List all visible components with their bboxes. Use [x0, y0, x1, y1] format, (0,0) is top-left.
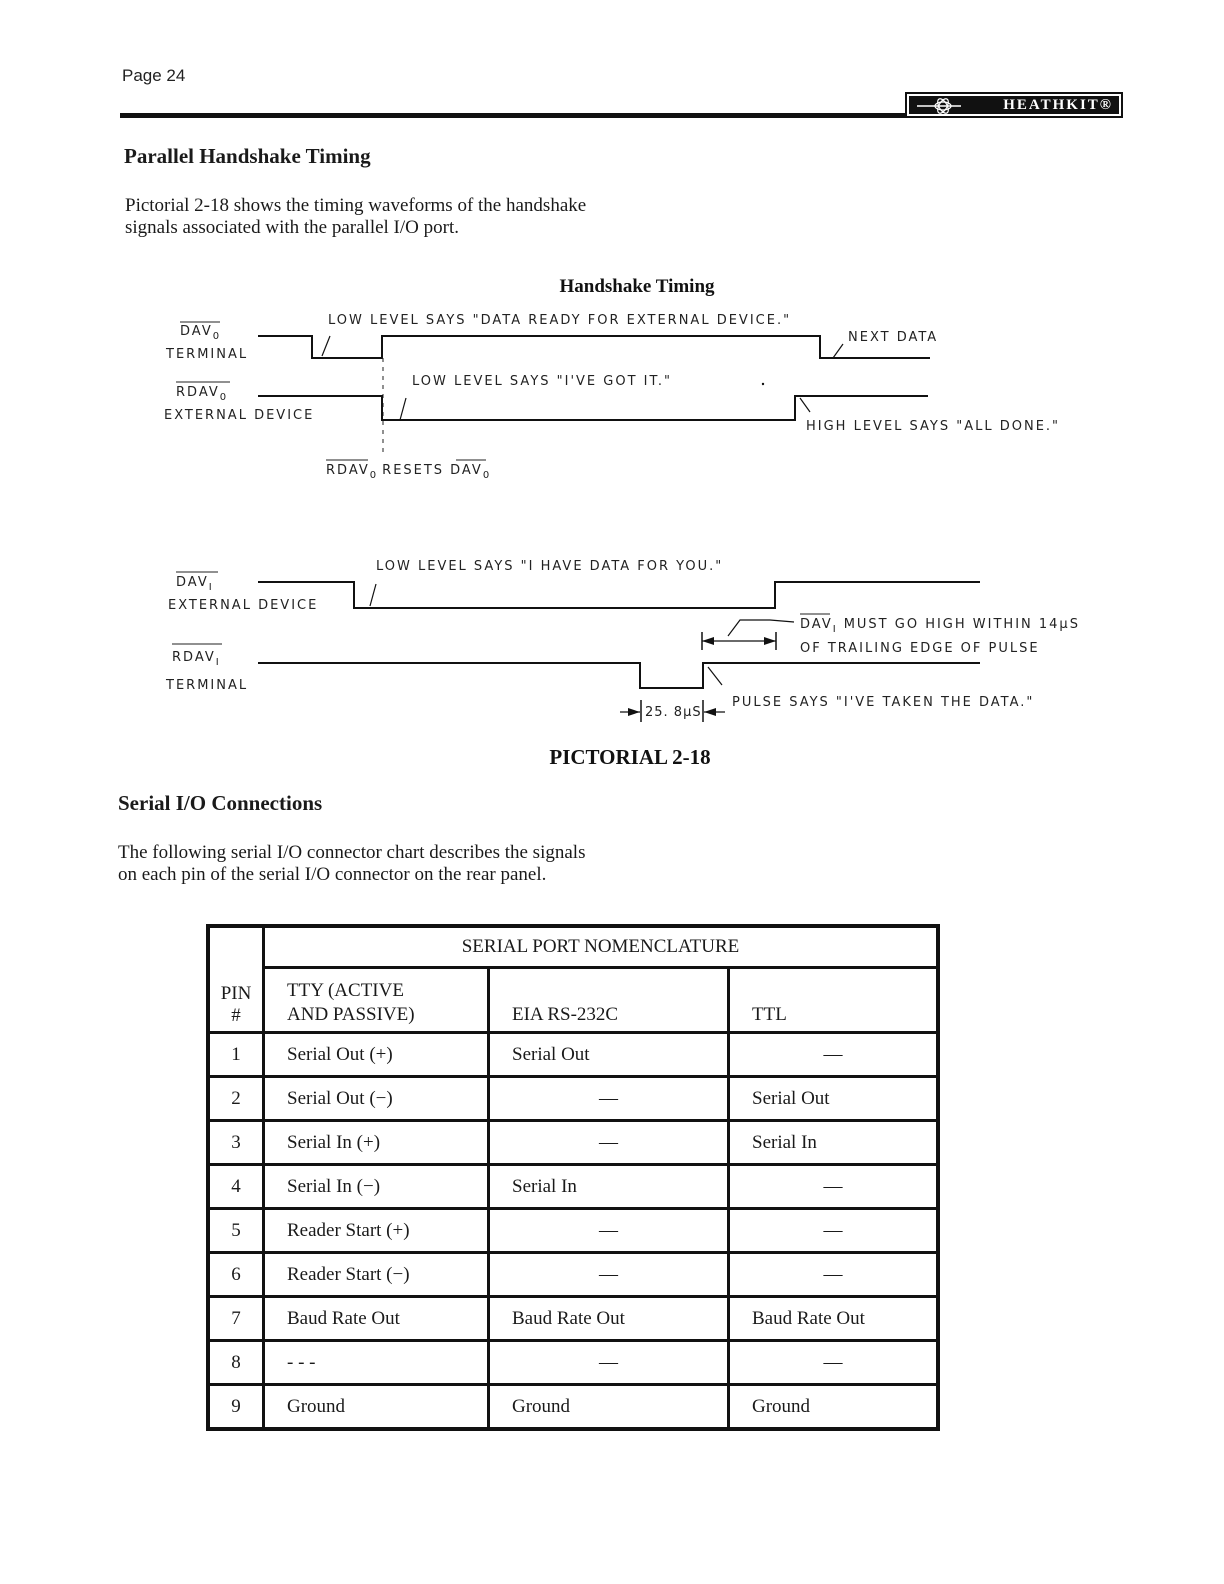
cell-tty: Serial In (−): [264, 1165, 489, 1209]
rdav0-note-arrow: [400, 398, 406, 420]
rdavi-source: TERMINAL: [166, 678, 249, 693]
cell-pin: 7: [208, 1297, 264, 1341]
dav0-source: TERMINAL: [166, 347, 249, 362]
section-body-serial: The following serial I/O connector chart describes the signals on each pin of the serial I/O connector on the rear panel.: [118, 842, 586, 885]
cell-eia: —: [489, 1341, 729, 1385]
cell-eia: —: [489, 1121, 729, 1165]
cell-eia: —: [489, 1077, 729, 1121]
next-data-label: NEXT DATA: [848, 330, 939, 345]
pulse-note-arrow: [708, 667, 722, 685]
table-row: [208, 1165, 938, 1209]
dav0-note-arrow: [322, 336, 330, 356]
cell-ttl: —: [729, 1209, 939, 1253]
dav0-waveform: [258, 336, 930, 358]
pictorial-caption: PICTORIAL 2-18: [549, 745, 711, 769]
cell-tty: Ground: [264, 1385, 489, 1430]
table-row: [208, 1033, 938, 1077]
cell-tty: Serial In (+): [264, 1121, 489, 1165]
rdav0-note: LOW LEVEL SAYS "I'VE GOT IT.": [412, 374, 672, 389]
col-header-pin: PIN #: [208, 926, 264, 1033]
cell-ttl: —: [729, 1165, 939, 1209]
pulse-width-label: 25. 8μS: [645, 705, 702, 720]
next-data-arrow: [833, 344, 843, 358]
window-arrow-left: [702, 637, 714, 645]
table-title: SERIAL PORT NOMENCLATURE: [264, 926, 939, 968]
cell-ttl: Serial In: [729, 1121, 939, 1165]
dav0-label: $DAV_0$: [180, 324, 220, 342]
pulse-arrow-left: [628, 708, 640, 716]
davi-note-arrow: [370, 584, 376, 606]
rdav0-waveform: [258, 396, 928, 420]
cell-tty: Reader Start (+): [264, 1209, 489, 1253]
pulse-note: PULSE SAYS "I'VE TAKEN THE DATA.": [732, 695, 1035, 710]
rdavi-waveform: [258, 663, 980, 688]
cell-pin: 9: [208, 1385, 264, 1430]
cell-tty: Serial Out (+): [264, 1033, 489, 1077]
handshake-timing-diagram: [150, 270, 1100, 770]
cell-pin: 5: [208, 1209, 264, 1253]
table-row: [208, 1121, 938, 1165]
atom-icon: [917, 97, 961, 115]
table-row: [208, 1077, 938, 1121]
cell-eia: Serial Out: [489, 1033, 729, 1077]
col-header-tty: TTY (ACTIVE AND PASSIVE): [264, 968, 489, 1033]
cell-eia: —: [489, 1209, 729, 1253]
rdav0-high-arrow: [800, 398, 810, 412]
cell-pin: 2: [208, 1077, 264, 1121]
section-title-parallel: Parallel Handshake Timing: [124, 144, 371, 168]
dav0-note: LOW LEVEL SAYS "DATA READY FOR EXTERNAL DEVICE.": [328, 313, 792, 328]
table-header-row: [208, 968, 938, 1033]
heathkit-logo: [905, 92, 1123, 118]
davi-source: EXTERNAL DEVICE: [168, 598, 319, 613]
davi-transition-leader: [728, 620, 794, 636]
cell-eia: —: [489, 1253, 729, 1297]
cell-tty: - - -: [264, 1341, 489, 1385]
cell-ttl: —: [729, 1033, 939, 1077]
table-title-row: [208, 926, 938, 968]
rdav0-high-note: HIGH LEVEL SAYS "ALL DONE.": [806, 419, 1061, 434]
davi-note: LOW LEVEL SAYS "I HAVE DATA FOR YOU.": [376, 559, 724, 574]
brand-name: HEATHKIT®: [1003, 96, 1113, 113]
davi-label: $DAV_I$: [176, 575, 212, 593]
cell-tty: Baud Rate Out: [264, 1297, 489, 1341]
rdavi-label: $RDAV_I$: [172, 650, 219, 668]
reset-label: $RDAV_0$ RESETS $DAV_0$: [326, 463, 490, 481]
speck: [762, 383, 764, 385]
pulse-arrow-right: [704, 708, 716, 716]
cell-eia: Baud Rate Out: [489, 1297, 729, 1341]
cell-pin: 8: [208, 1341, 264, 1385]
cell-tty: Reader Start (−): [264, 1253, 489, 1297]
col-header-ttl: TTL: [729, 968, 939, 1033]
col-header-eia: EIA RS-232C: [489, 968, 729, 1033]
cell-pin: 6: [208, 1253, 264, 1297]
table-row: [208, 1341, 938, 1385]
cell-pin: 3: [208, 1121, 264, 1165]
table-row: [208, 1253, 938, 1297]
cell-ttl: Serial Out: [729, 1077, 939, 1121]
cell-pin: 1: [208, 1033, 264, 1077]
table-row: [208, 1209, 938, 1253]
section-body-parallel: Pictorial 2-18 shows the timing waveforms of the handshake signals associated with the parallel I/O port.: [125, 195, 587, 238]
cell-ttl: —: [729, 1341, 939, 1385]
davi-must-note-1: $DAV_I$ MUST GO HIGH WITHIN 14μS: [800, 617, 1080, 635]
window-arrow-right: [764, 637, 776, 645]
table-row: [208, 1297, 938, 1341]
serial-port-table: [206, 924, 940, 1431]
davi-waveform: [258, 582, 980, 608]
table-row: [208, 1385, 938, 1430]
page-number: Page 24: [122, 66, 186, 85]
cell-ttl: Ground: [729, 1385, 939, 1430]
rdav0-source: EXTERNAL DEVICE: [164, 408, 315, 423]
diagram-title: Handshake Timing: [559, 276, 715, 297]
cell-tty: Serial Out (−): [264, 1077, 489, 1121]
davi-must-note-2: OF TRAILING EDGE OF PULSE: [800, 641, 1040, 656]
cell-ttl: Baud Rate Out: [729, 1297, 939, 1341]
cell-ttl: —: [729, 1253, 939, 1297]
rdav0-label: $RDAV_0$: [176, 385, 227, 403]
cell-eia: Serial In: [489, 1165, 729, 1209]
cell-pin: 4: [208, 1165, 264, 1209]
section-title-serial: Serial I/O Connections: [118, 791, 323, 815]
cell-eia: Ground: [489, 1385, 729, 1430]
